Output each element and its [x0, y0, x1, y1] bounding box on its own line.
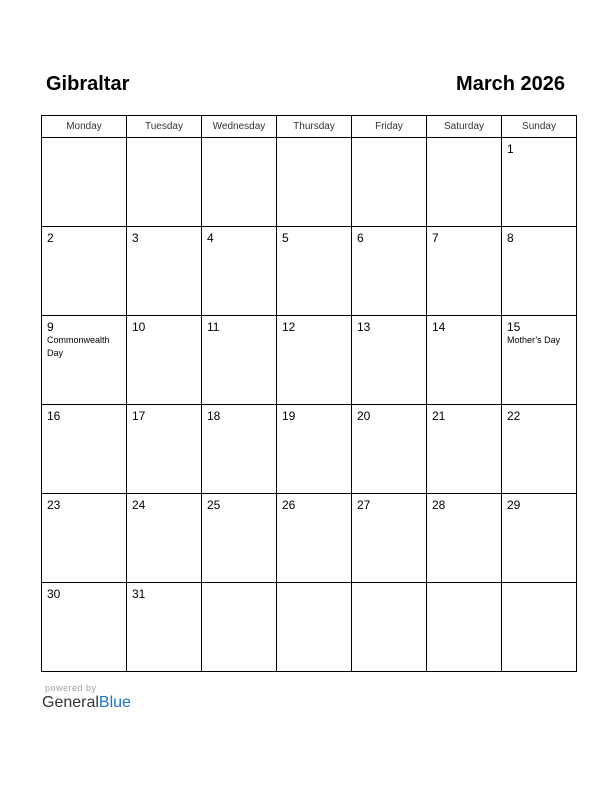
day-number: 21 — [432, 409, 446, 423]
day-cell — [277, 316, 352, 405]
day-number: 13 — [357, 320, 371, 334]
day-cell — [202, 138, 277, 227]
brand-logo-blue: Blue — [98, 694, 131, 711]
weekday-header: Friday — [352, 116, 427, 138]
day-number: 9 — [47, 320, 54, 334]
day-cell — [502, 405, 577, 494]
day-number: 3 — [132, 231, 139, 245]
day-cell — [352, 227, 427, 316]
day-number: 6 — [357, 231, 364, 245]
powered-by-text: powered by — [45, 683, 97, 693]
day-cell — [42, 494, 127, 583]
brand-logo-general: General — [42, 694, 99, 711]
week-row — [42, 316, 577, 405]
day-cell — [42, 316, 127, 405]
day-number: 8 — [507, 231, 514, 245]
weekday-header: Saturday — [427, 116, 502, 138]
calendar-grid — [41, 115, 577, 672]
holiday-label: Mother’s Day — [507, 335, 561, 345]
weekday-header: Wednesday — [202, 116, 277, 138]
day-number: 25 — [207, 498, 221, 512]
day-cell — [502, 316, 577, 405]
day-cell — [277, 405, 352, 494]
day-number: 18 — [207, 409, 221, 423]
weekday-header: Monday — [42, 116, 127, 138]
day-number: 17 — [132, 409, 146, 423]
holiday-label: Commonwealth Day — [47, 335, 110, 358]
day-number: 5 — [282, 231, 289, 245]
day-cell — [277, 494, 352, 583]
day-cell — [427, 227, 502, 316]
day-cell — [42, 405, 127, 494]
brand-logo — [42, 694, 131, 712]
day-cell — [502, 227, 577, 316]
day-number: 29 — [507, 498, 521, 512]
month-title: March 2026 — [456, 73, 565, 95]
day-cell — [427, 405, 502, 494]
day-number: 26 — [282, 498, 296, 512]
week-row — [42, 138, 577, 227]
day-cell — [202, 405, 277, 494]
day-number: 1 — [507, 142, 514, 156]
day-cell — [127, 227, 202, 316]
weekday-header-row — [42, 116, 577, 138]
day-number: 11 — [207, 320, 220, 334]
country-title: Gibraltar — [46, 73, 130, 95]
day-number: 27 — [357, 498, 371, 512]
day-number: 28 — [432, 498, 446, 512]
day-number: 2 — [47, 231, 54, 245]
day-number: 31 — [132, 587, 146, 601]
day-cell — [352, 405, 427, 494]
day-cell — [127, 316, 202, 405]
day-cell — [202, 316, 277, 405]
day-cell — [127, 405, 202, 494]
day-cell — [502, 138, 577, 227]
day-cell — [42, 227, 127, 316]
day-number: 23 — [47, 498, 61, 512]
day-number: 16 — [47, 409, 61, 423]
day-number: 15 — [507, 320, 521, 334]
day-number: 10 — [132, 320, 146, 334]
weekday-header: Tuesday — [127, 116, 202, 138]
day-cell — [127, 138, 202, 227]
day-cell — [502, 583, 577, 672]
day-cell — [202, 494, 277, 583]
day-cell — [427, 494, 502, 583]
weekday-header: Sunday — [502, 116, 577, 138]
day-cell — [427, 316, 502, 405]
day-cell — [502, 494, 577, 583]
weekday-header: Thursday — [277, 116, 352, 138]
week-row — [42, 494, 577, 583]
day-number: 20 — [357, 409, 371, 423]
day-cell — [427, 583, 502, 672]
day-cell — [42, 138, 127, 227]
day-number: 7 — [432, 231, 439, 245]
day-number: 14 — [432, 320, 446, 334]
day-number: 4 — [207, 231, 214, 245]
day-cell — [352, 494, 427, 583]
week-row — [42, 227, 577, 316]
day-cell — [277, 138, 352, 227]
day-cell — [427, 138, 502, 227]
week-row — [42, 583, 577, 672]
day-number: 30 — [47, 587, 61, 601]
day-cell — [127, 583, 202, 672]
day-number: 24 — [132, 498, 146, 512]
day-cell — [127, 494, 202, 583]
day-cell — [277, 583, 352, 672]
day-cell — [202, 227, 277, 316]
week-row — [42, 405, 577, 494]
day-number: 22 — [507, 409, 521, 423]
day-cell — [42, 583, 127, 672]
day-cell — [352, 583, 427, 672]
day-cell — [202, 583, 277, 672]
day-number: 19 — [282, 409, 296, 423]
day-cell — [352, 316, 427, 405]
day-cell — [352, 138, 427, 227]
day-number: 12 — [282, 320, 296, 334]
day-cell — [277, 227, 352, 316]
calendar-body — [42, 138, 577, 672]
